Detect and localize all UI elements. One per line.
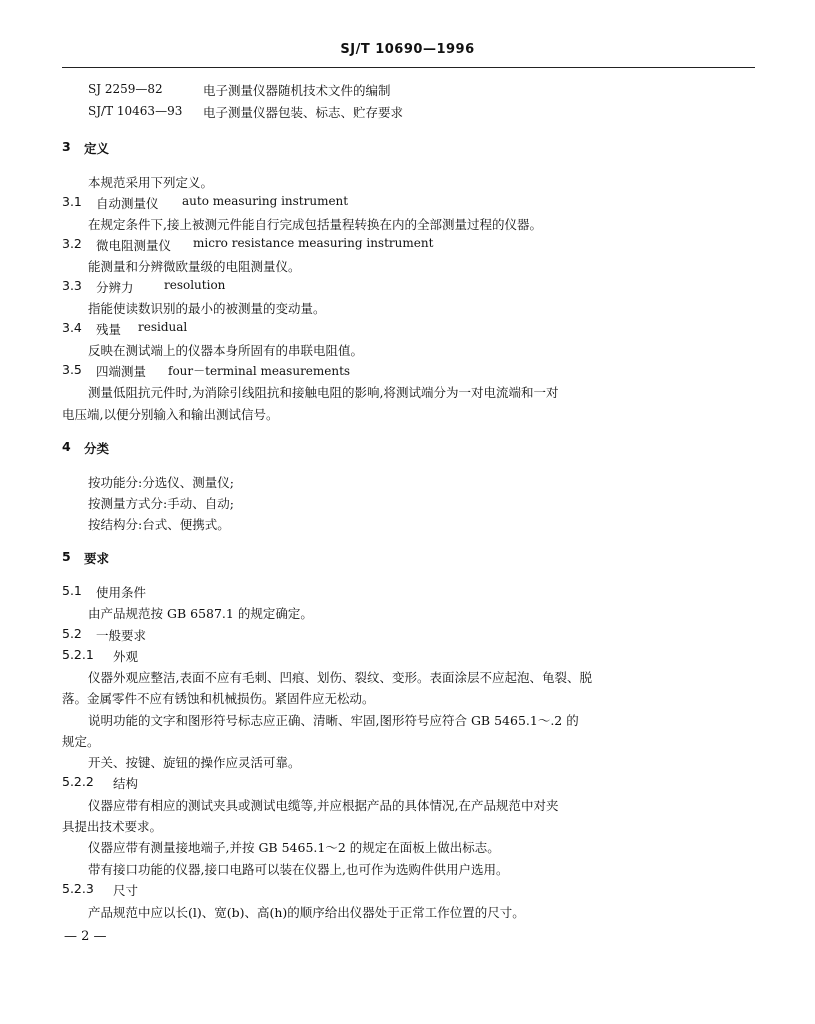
section-number: 4 <box>62 439 71 454</box>
clause-title: 一般要求 <box>96 628 147 643</box>
paragraph: 规定。 <box>62 734 100 749</box>
section-title: 分类 <box>84 441 110 456</box>
standard-code-header: SJ/T 10690—1996 <box>340 42 475 57</box>
paragraph: 由产品规范按 GB 6587.1 的规定确定。 <box>88 606 313 621</box>
paragraph: 反映在测试端上的仪器本身所固有的串联电阻值。 <box>88 343 364 358</box>
paragraph: 指能使读数识别的最小的被测量的变动量。 <box>88 301 326 316</box>
paragraph: 仪器应带有测量接地端子,并按 GB 5465.1～2 的规定在面板上做出标志。 <box>88 840 500 855</box>
reference-code: SJ/T 10463—93 <box>88 104 183 118</box>
clause-number: 5.1 <box>62 583 82 598</box>
clause-title: 使用条件 <box>96 585 147 600</box>
reference-code: SJ 2259—82 <box>88 82 163 96</box>
term: 自动测量仪 <box>96 196 159 211</box>
term: 四端测量 <box>96 364 147 379</box>
term-english: four－terminal measurements <box>168 364 351 378</box>
clause-number: 3.3 <box>62 278 82 293</box>
term-english: micro resistance measuring instrument <box>193 236 434 250</box>
term: 分辨力 <box>96 280 134 295</box>
paragraph: 开关、按键、旋钮的操作应灵活可靠。 <box>88 755 301 770</box>
paragraph: 产品规范中应以长(l)、宽(b)、高(h)的顺序给出仪器处于正常工作位置的尺寸。 <box>88 905 525 920</box>
paragraph: 测量低阻抗元件时,为消除引线阻抗和接触电阻的影响,将测试端分为一对电流端和一对 <box>88 385 559 400</box>
paragraph: 按测量方式分:手动、自动; <box>88 496 234 511</box>
clause-number: 5.2.2 <box>62 774 94 789</box>
paragraph: 仪器外观应整洁,表面不应有毛刺、凹痕、划伤、裂纹、变形。表面涂层不应起泡、龟裂、脱 <box>88 670 592 685</box>
clause-number: 3.1 <box>62 194 82 209</box>
page-number: — 2 — <box>64 929 107 944</box>
paragraph: 在规定条件下,接上被测元件能自行完成包括量程转换在内的全部测量过程的仪器。 <box>88 217 542 232</box>
paragraph: 本规范采用下列定义。 <box>88 175 214 190</box>
paragraph: 落。金属零件不应有锈蚀和机械损伤。紧固件应无松动。 <box>62 691 375 706</box>
clause-title: 尺寸 <box>113 883 139 898</box>
section-number: 5 <box>62 549 71 564</box>
paragraph: 具提出技术要求。 <box>62 819 163 834</box>
paragraph: 按结构分:台式、便携式。 <box>88 517 230 532</box>
clause-title: 结构 <box>113 776 139 791</box>
clause-number: 5.2.1 <box>62 647 94 662</box>
term-english: residual <box>138 320 188 334</box>
section-title: 定义 <box>84 141 110 156</box>
clause-number: 3.2 <box>62 236 82 251</box>
paragraph: 仪器应带有相应的测试夹具或测试电缆等,并应根据产品的具体情况,在产品规范中对夹 <box>88 798 559 813</box>
term: 微电阻测量仪 <box>96 238 172 253</box>
section-title: 要求 <box>84 551 110 566</box>
paragraph: 说明功能的文字和图形符号标志应正确、清晰、牢固,图形符号应符合 GB 5465.1～.2 的 <box>88 713 579 728</box>
clause-number: 3.5 <box>62 362 82 377</box>
clause-number: 3.4 <box>62 320 82 335</box>
clause-number: 5.2 <box>62 626 82 641</box>
term: 残量 <box>96 322 122 337</box>
reference-title: 电子测量仪器包装、标志、贮存要求 <box>203 105 404 120</box>
reference-title: 电子测量仪器随机技术文件的编制 <box>203 83 391 98</box>
section-number: 3 <box>62 139 71 154</box>
clause-number: 5.2.3 <box>62 881 94 896</box>
clause-title: 外观 <box>113 649 139 664</box>
term-english: resolution <box>164 278 226 292</box>
paragraph: 能测量和分辨微欧量级的电阻测量仪。 <box>88 259 301 274</box>
header-rule <box>62 67 755 68</box>
paragraph: 按功能分:分选仪、测量仪; <box>88 475 234 490</box>
term-english: auto measuring instrument <box>182 194 349 208</box>
paragraph: 带有接口功能的仪器,接口电路可以装在仪器上,也可作为选购件供用户选用。 <box>88 862 509 877</box>
paragraph: 电压端,以便分别输入和输出测试信号。 <box>62 407 279 422</box>
